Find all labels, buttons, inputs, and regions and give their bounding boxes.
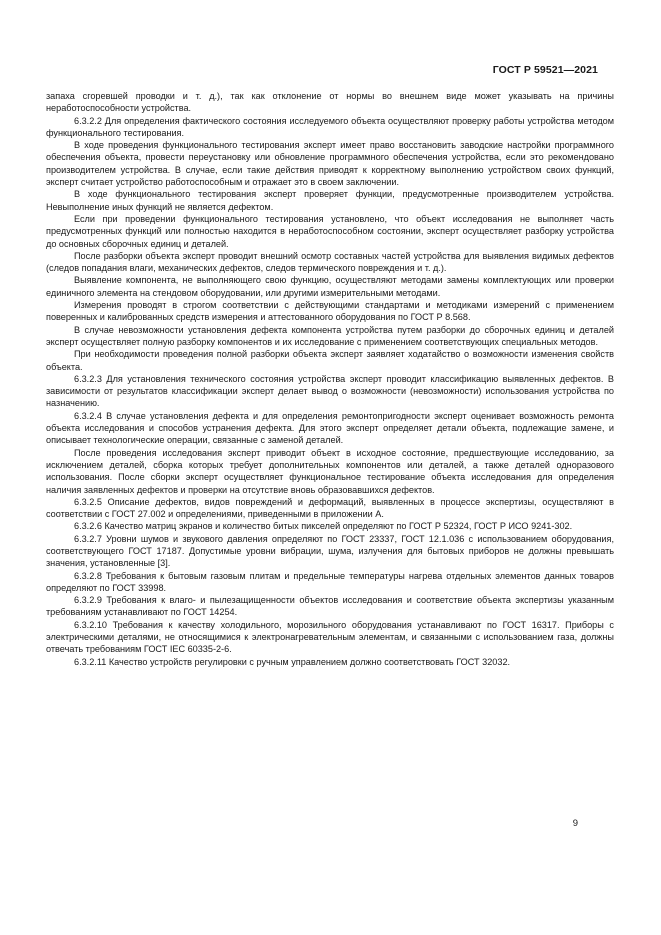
document-body bbox=[46, 90, 614, 668]
paragraph: 6.3.2.10 Требования к качеству холодильного, морозильного оборудования устанавливают по ГОСТ 16317. Приборы с электрическими деталями, не относящимися к электронагревательным элементам, и связанными с использованием газа, должны отвечать требованиям ГОСТ IEC 60335-2-6. bbox=[46, 619, 614, 655]
paragraph: Измерения проводят в строгом соответствии с действующими стандартами и методиками измерений с применением поверенных и калиброванных средств измерения и аттестованного оборудования по ГОСТ Р 8.568. bbox=[46, 300, 614, 323]
paragraph: При необходимости проведения полной разборки объекта эксперт заявляет ходатайство о возможности изменения свойств объекта. bbox=[46, 349, 614, 372]
paragraph: 6.3.2.9 Требования к влаго- и пылезащищенности объектов исследования и соответствие объекта экспертизы указанным требованиям устанавливают по ГОСТ 14254. bbox=[46, 595, 614, 618]
paragraph: В случае невозможности установления дефекта компонента устройства путем разборки до сборочных единиц и деталей эксперт осуществляет полную разборку компонентов и их исследование с применением соответствующих специальных методов. bbox=[46, 324, 614, 347]
paragraph: 6.3.2.11 Качество устройств регулировки с ручным управлением должно соответствовать ГОСТ 32032. bbox=[74, 656, 511, 667]
paragraph: Выявление компонента, не выполняющего свою функцию, осуществляют методами замены комплектующих или проверки единичного элемента на стендовом оборудовании, или другими измерительными методами. bbox=[46, 275, 614, 298]
paragraph: В ходе проведения функционального тестирования эксперт имеет право восстановить заводские настройки программного обеспечения объекта, провести переустановку или обновление программного обеспечения устройства, если это рекомендовано производителем устройства. В случае, если такие действия приводят к корректному выполнению устройством своих функций, эксперт считает устройство работоспособным и отражает это в своем заключении. bbox=[46, 140, 614, 188]
page-number: 9 bbox=[572, 818, 578, 829]
paragraph: После разборки объекта эксперт проводит внешний осмотр составных частей устройства для выявления видимых дефектов (следов попадания влаги, механических дефектов, следов термического повреждения и т. д.). bbox=[46, 250, 614, 274]
paragraph: 6.3.2.6 Качество матриц экранов и количество битых пикселей определяют по ГОСТ Р 52324, ГОСТ Р ИСО 9241-302. bbox=[74, 521, 573, 532]
paragraph: 6.3.2.2 Для определения фактического состояния исследуемого объекта осуществляют проверку работы устройства методом функционального тестирования. bbox=[46, 115, 614, 138]
paragraph: В ходе функционального тестирования эксперт проверяет функции, предусмотренные производителем устройства. Невыполнение иных функций не является дефектом. bbox=[46, 189, 614, 212]
paragraph: 6.3.2.8 Требования к бытовым газовым плитам и предельные температуры нагрева отдельных элементов данных товаров определяют по ГОСТ 33998. bbox=[46, 570, 614, 593]
paragraph: запаха сгоревшей проводки и т. д.), так как отклонение от нормы во внешнем виде может указывать на причины неработоспособности устройства. bbox=[46, 91, 614, 114]
paragraph: 6.3.2.5 Описание дефектов, видов повреждений и деформаций, выявленных в процессе экспертизы, осуществляют в соответствии с ГОСТ 27.002 и определениями, приведенными в приложении А. bbox=[46, 496, 614, 520]
paragraph: 6.3.2.3 Для установления технического состояния устройства эксперт проводит классификацию выявленных дефектов. В зависимости от результатов классификации эксперт делает вывод о возможности (невозможности) использования устройства по назначению. bbox=[46, 373, 614, 409]
paragraph: После проведения исследования эксперт приводит объект в исходное состояние, предшествующие исследованию, за исключением деталей, сборка которых требует дополнительных компонентов или деталей, а также деталей одноразового использования. После сборки эксперт осуществляет функциональное тестирование объекта исследования для определения наличия заявленных дефектов и проверки на отсутствие вновь образовавшихся дефектов. bbox=[46, 447, 614, 495]
paragraph: 6.3.2.4 В случае установления дефекта и для определения ремонтопригодности эксперт оценивает возможность ремонта объекта исследования и способов устранения дефекта. Для этого эксперт определяет детали объекта, подлежащие замене, и описывает технологические операции, связанные с заменой деталей. bbox=[46, 410, 614, 446]
document-header: ГОСТ Р 59521—2021 bbox=[492, 64, 598, 76]
paragraph: Если при проведении функционального тестирования установлено, что объект исследования не выполняет часть предусмотренных функций или полностью находится в неработоспособном состоянии, эксперт осуществляет разборку устройства до основных сборочных единиц и деталей. bbox=[46, 213, 614, 249]
paragraph: 6.3.2.7 Уровни шумов и звукового давления определяют по ГОСТ 23337, ГОСТ 12.1.036 с использованием оборудования, соответствующего ГОСТ 17187. Допустимые уровни вибрации, шума, излучения для бытовых приборов не должны превышать значения, установленные [3]. bbox=[46, 533, 614, 569]
